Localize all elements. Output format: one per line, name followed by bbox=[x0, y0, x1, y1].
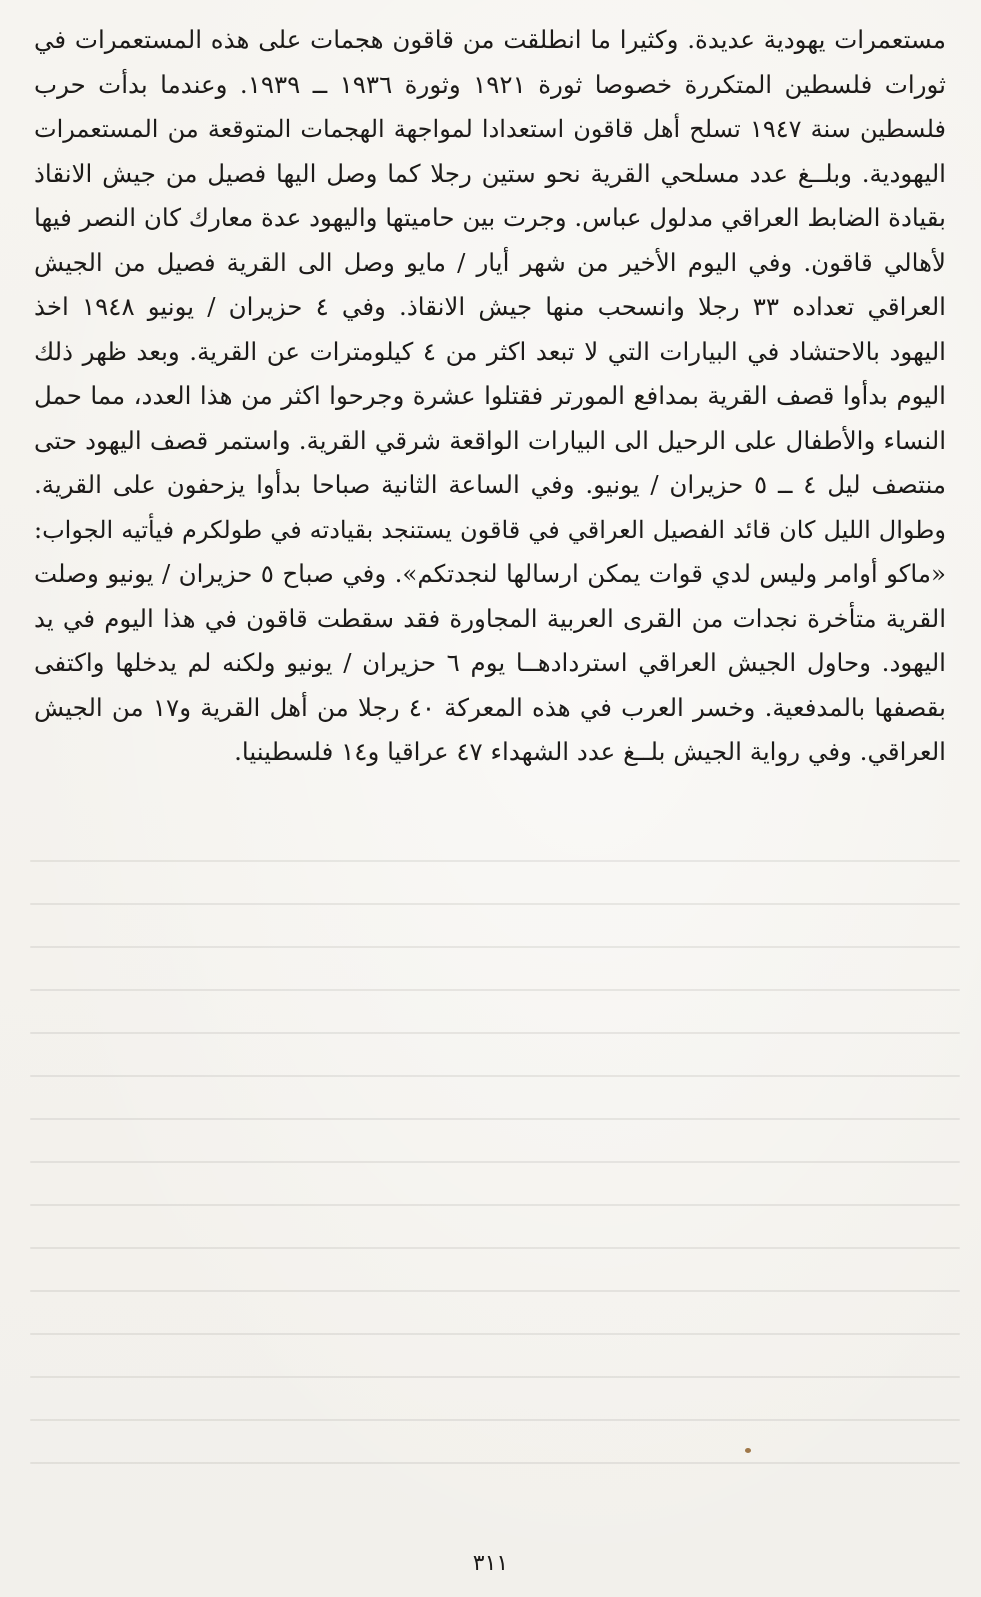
text-line: اليهود بالاحتشاد في البيارات التي لا تبعد اكثر من ٤ كيلومترات عن القرية. وبعد ظهر ذلك bbox=[34, 336, 946, 366]
text-line: منتصف ليل ٤ ــ ٥ حزيران / يونيو. وفي الساعة الثانية صباحا بدأوا يزحفون على القرية. bbox=[34, 470, 946, 499]
text-line: العراقي تعداده ٣٣ رجلا وانسحب منها جيش الانقاذ. وفي ٤ حزيران / يونيو ١٩٤٨ اخذ bbox=[34, 292, 946, 321]
text-line: اليهود. وحاول الجيش العراقي استردادهــا يوم ٦ حزيران / يونيو ولكنه لم يدخلها واكتفى bbox=[34, 648, 946, 677]
text-line: اليهودية. وبلــغ عدد مسلحي القرية نحو ستين رجلا كما وصل اليها فصيل من جيش الانقاذ bbox=[34, 158, 946, 188]
text-line: اليوم بدأوا قصف القرية بمدافع المورتر فقتلوا عشرة وجرحوا اكثر من هذا العدد، مما حمل bbox=[34, 381, 946, 410]
text-line: بقيادة الضابط العراقي مدلول عباس. وجرت بين حاميتها واليهود عدة معارك كان النصر فيها bbox=[34, 203, 946, 232]
text-line: فلسطين سنة ١٩٤٧ تسلح أهل قاقون استعدادا لمواجهة الهجمات المتوقعة من المستعمرات bbox=[34, 115, 946, 143]
text-line: لأهالي قاقون. وفي اليوم الأخير من شهر أيار / مايو وصل الى القرية فصيل من الجيش bbox=[34, 247, 946, 277]
page-number: ٣١١ bbox=[472, 1551, 509, 1576]
text-line: «ماكو أوامر وليس لدي قوات يمكن ارسالها لنجدتكم». وفي صباح ٥ حزيران / يونيو وصلت bbox=[34, 559, 946, 588]
reverse-side-bleed-through bbox=[30, 860, 960, 1500]
text-line: ثورات فلسطين المتكررة خصوصا ثورة ١٩٢١ وثورة ١٩٣٦ ــ ١٩٣٩. وعندما بدأت حرب bbox=[34, 69, 946, 99]
text-line: القرية متأخرة نجدات من القرى العربية المجاورة فقد سقطت قاقون في هذا اليوم في يد bbox=[34, 603, 946, 633]
text-line: وطوال الليل كان قائد الفصيل العراقي في قاقون يستنجد بقيادته في طولكرم فيأتيه الجواب: bbox=[34, 515, 946, 544]
ink-speck bbox=[745, 1448, 751, 1453]
text-line: النساء والأطفال على الرحيل الى البيارات الواقعة شرقي القرية. واستمر قصف اليهود حتى bbox=[34, 425, 946, 455]
text-line: مستعمرات يهودية عديدة. وكثيرا ما انطلقت من قاقون هجمات على هذه المستعمرات في bbox=[34, 25, 946, 54]
body-text bbox=[34, 18, 946, 775]
text-line: العراقي. وفي رواية الجيش بلــغ عدد الشهداء ٤٧ عراقيا و١٤ فلسطينيا. bbox=[234, 737, 946, 766]
text-line: بقصفها بالمدفعية. وخسر العرب في هذه المعركة ٤٠ رجلا من أهل القرية و١٧ من الجيش bbox=[34, 692, 946, 722]
